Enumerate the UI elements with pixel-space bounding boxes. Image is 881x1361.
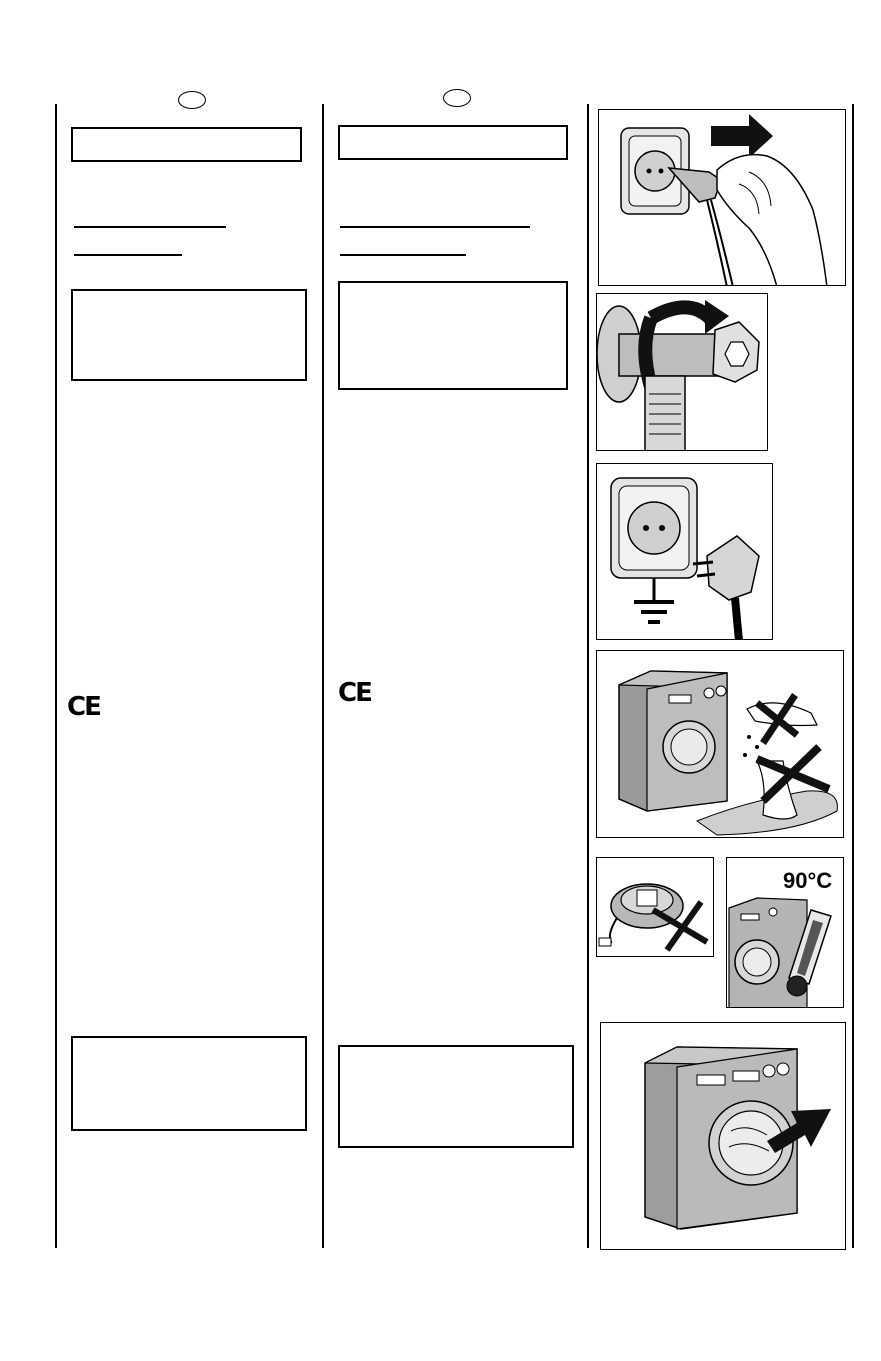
ce-mark-right: CE bbox=[338, 678, 371, 708]
earth-panel bbox=[596, 463, 773, 640]
safety-panel bbox=[596, 650, 844, 838]
temperature-label: 90°C bbox=[783, 868, 833, 893]
notice-box-left-bottom bbox=[71, 1036, 307, 1131]
water-tap-icon bbox=[597, 294, 768, 451]
language-badge-right bbox=[443, 89, 471, 107]
tap-panel bbox=[596, 293, 768, 451]
language-badge-left bbox=[178, 91, 206, 109]
unplug-icon bbox=[599, 110, 846, 286]
extension-reel-prohibited-icon bbox=[597, 858, 714, 957]
door-glass-arrow-icon bbox=[601, 1023, 846, 1250]
heading-box-left bbox=[71, 127, 302, 162]
notice-box-left-top bbox=[71, 289, 307, 381]
underline-left-1 bbox=[74, 226, 226, 228]
underline-right-2 bbox=[340, 254, 466, 256]
extension-panel bbox=[596, 857, 714, 957]
unplug-panel bbox=[598, 109, 846, 286]
door-panel bbox=[600, 1022, 846, 1250]
wet-hands-barefoot-prohibited-icon bbox=[597, 651, 844, 838]
heading-box-right bbox=[338, 125, 568, 160]
ce-mark-left: CE bbox=[67, 692, 100, 722]
notice-box-right-top bbox=[338, 281, 568, 390]
underline-right-1 bbox=[340, 226, 530, 228]
column-divider-left bbox=[55, 104, 57, 1248]
hot-glass-panel bbox=[726, 857, 844, 1008]
earthed-socket-icon bbox=[597, 464, 773, 640]
column-divider-middle bbox=[322, 104, 324, 1248]
underline-left-2 bbox=[74, 254, 182, 256]
column-divider-edge bbox=[852, 104, 854, 1248]
column-divider-right bbox=[587, 104, 589, 1248]
notice-box-right-bottom bbox=[338, 1045, 574, 1148]
